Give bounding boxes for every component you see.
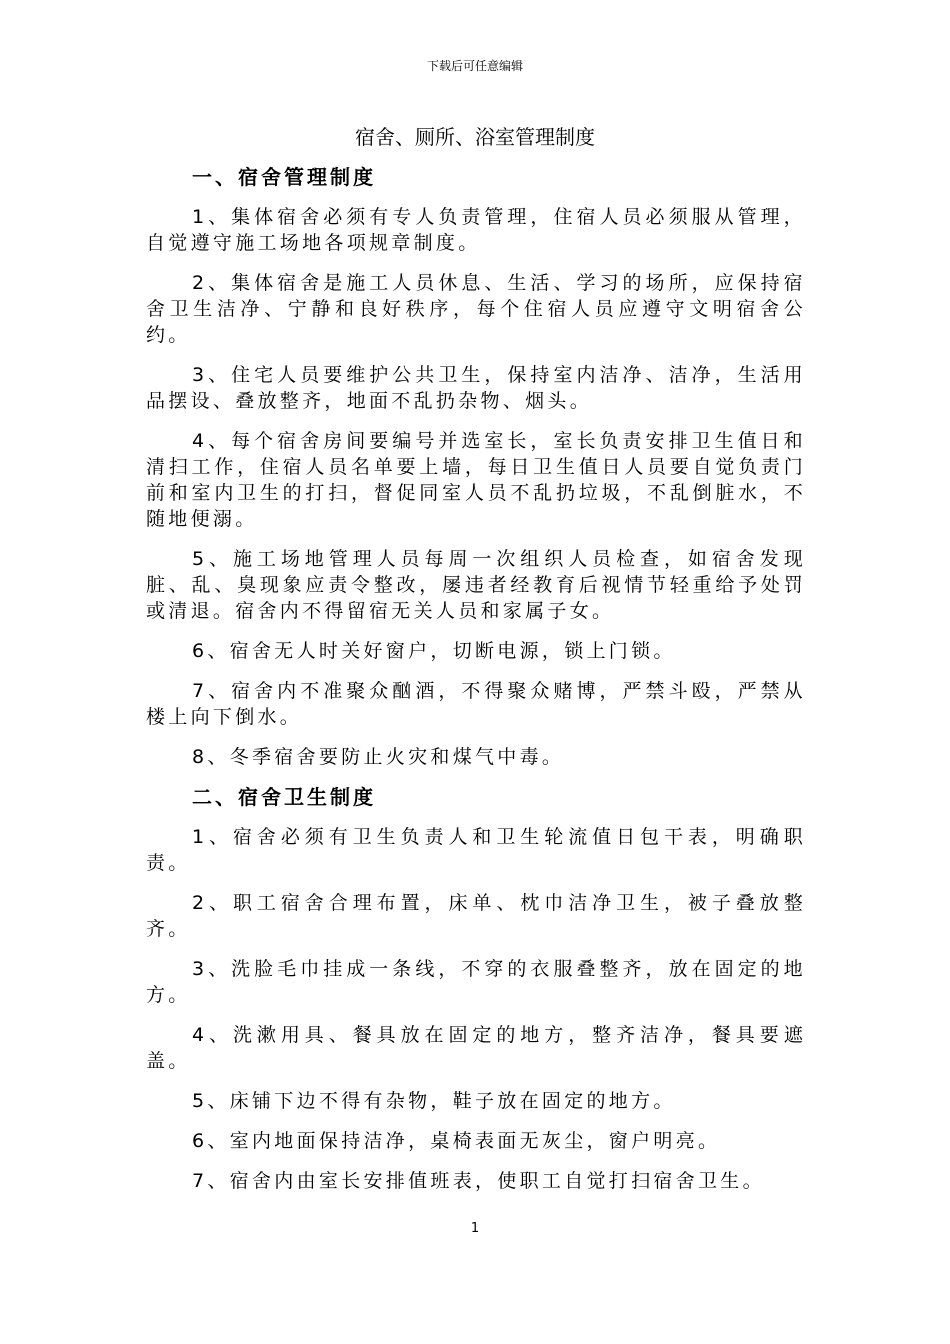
paragraph: 1、宿舍必须有卫生负责人和卫生轮流值日包干表，明确职责。: [146, 826, 806, 874]
paragraph: 3、洗脸毛巾挂成一条线，不穿的衣服叠整齐，放在固定的地方。: [146, 958, 806, 1006]
paragraph: 7、宿舍内由室长安排值班表，使职工自觉打扫宿舍卫生。: [192, 1170, 765, 1192]
paragraph: 5、床铺下边不得有杂物，鞋子放在固定的地方。: [192, 1090, 676, 1112]
paragraph: 4、洗漱用具、餐具放在固定的地方，整齐洁净，餐具要遮盖。: [146, 1024, 806, 1072]
paragraph: 7、宿舍内不准聚众酗酒，不得聚众赌博，严禁斗殴，严禁从楼上向下倒水。: [146, 680, 806, 728]
page-number: 1: [470, 1221, 480, 1236]
section-heading-dormitory-management: 一、宿舍管理制度: [192, 165, 376, 189]
document-title: 宿舍、厕所、浴室管理制度: [355, 125, 595, 149]
paragraph: 4、每个宿舍房间要编号并选室长，室长负责安排卫生值日和清扫工作，住宿人员名单要上墙，每日卫生值日人员要自觉负责门前和室内卫生的打扫，督促同室人员不乱扔垃圾，不乱倒脏水，不随地便溺。: [146, 430, 806, 530]
section-heading-dormitory-hygiene: 二、宿舍卫生制度: [192, 785, 376, 809]
page-header: 下载后可任意编辑: [426, 59, 523, 73]
paragraph: 3、住宅人员要维护公共卫生，保持室内洁净、洁净，生活用品摆设、叠放整齐，地面不乱扔杂物、烟头。: [146, 364, 806, 412]
paragraph: 8、冬季宿舍要防止火灾和煤气中毒。: [192, 746, 565, 768]
paragraph: 6、宿舍无人时关好窗户，切断电源，锁上门锁。: [192, 640, 676, 662]
document-body: [146, 164, 806, 1208]
paragraph: 2、职工宿舍合理布置，床单、枕巾洁净卫生，被子叠放整齐。: [146, 892, 806, 940]
paragraph: 1、集体宿舍必须有专人负责管理，住宿人员必须服从管理，自觉遵守施工场地各项规章制度。: [146, 206, 806, 254]
paragraph: 2、集体宿舍是施工人员休息、生活、学习的场所，应保持宿舍卫生洁净、宁静和良好秩序，每个住宿人员应遵守文明宿舍公约。: [146, 272, 806, 346]
paragraph: 6、室内地面保持洁净，桌椅表面无灰尘，窗户明亮。: [192, 1130, 721, 1152]
paragraph: 5、施工场地管理人员每周一次组织人员检查，如宿舍发现脏、乱、臭现象应责令整改，屡违者经教育后视情节轻重给予处罚或清退。宿舍内不得留宿无关人员和家属子女。: [146, 548, 806, 622]
